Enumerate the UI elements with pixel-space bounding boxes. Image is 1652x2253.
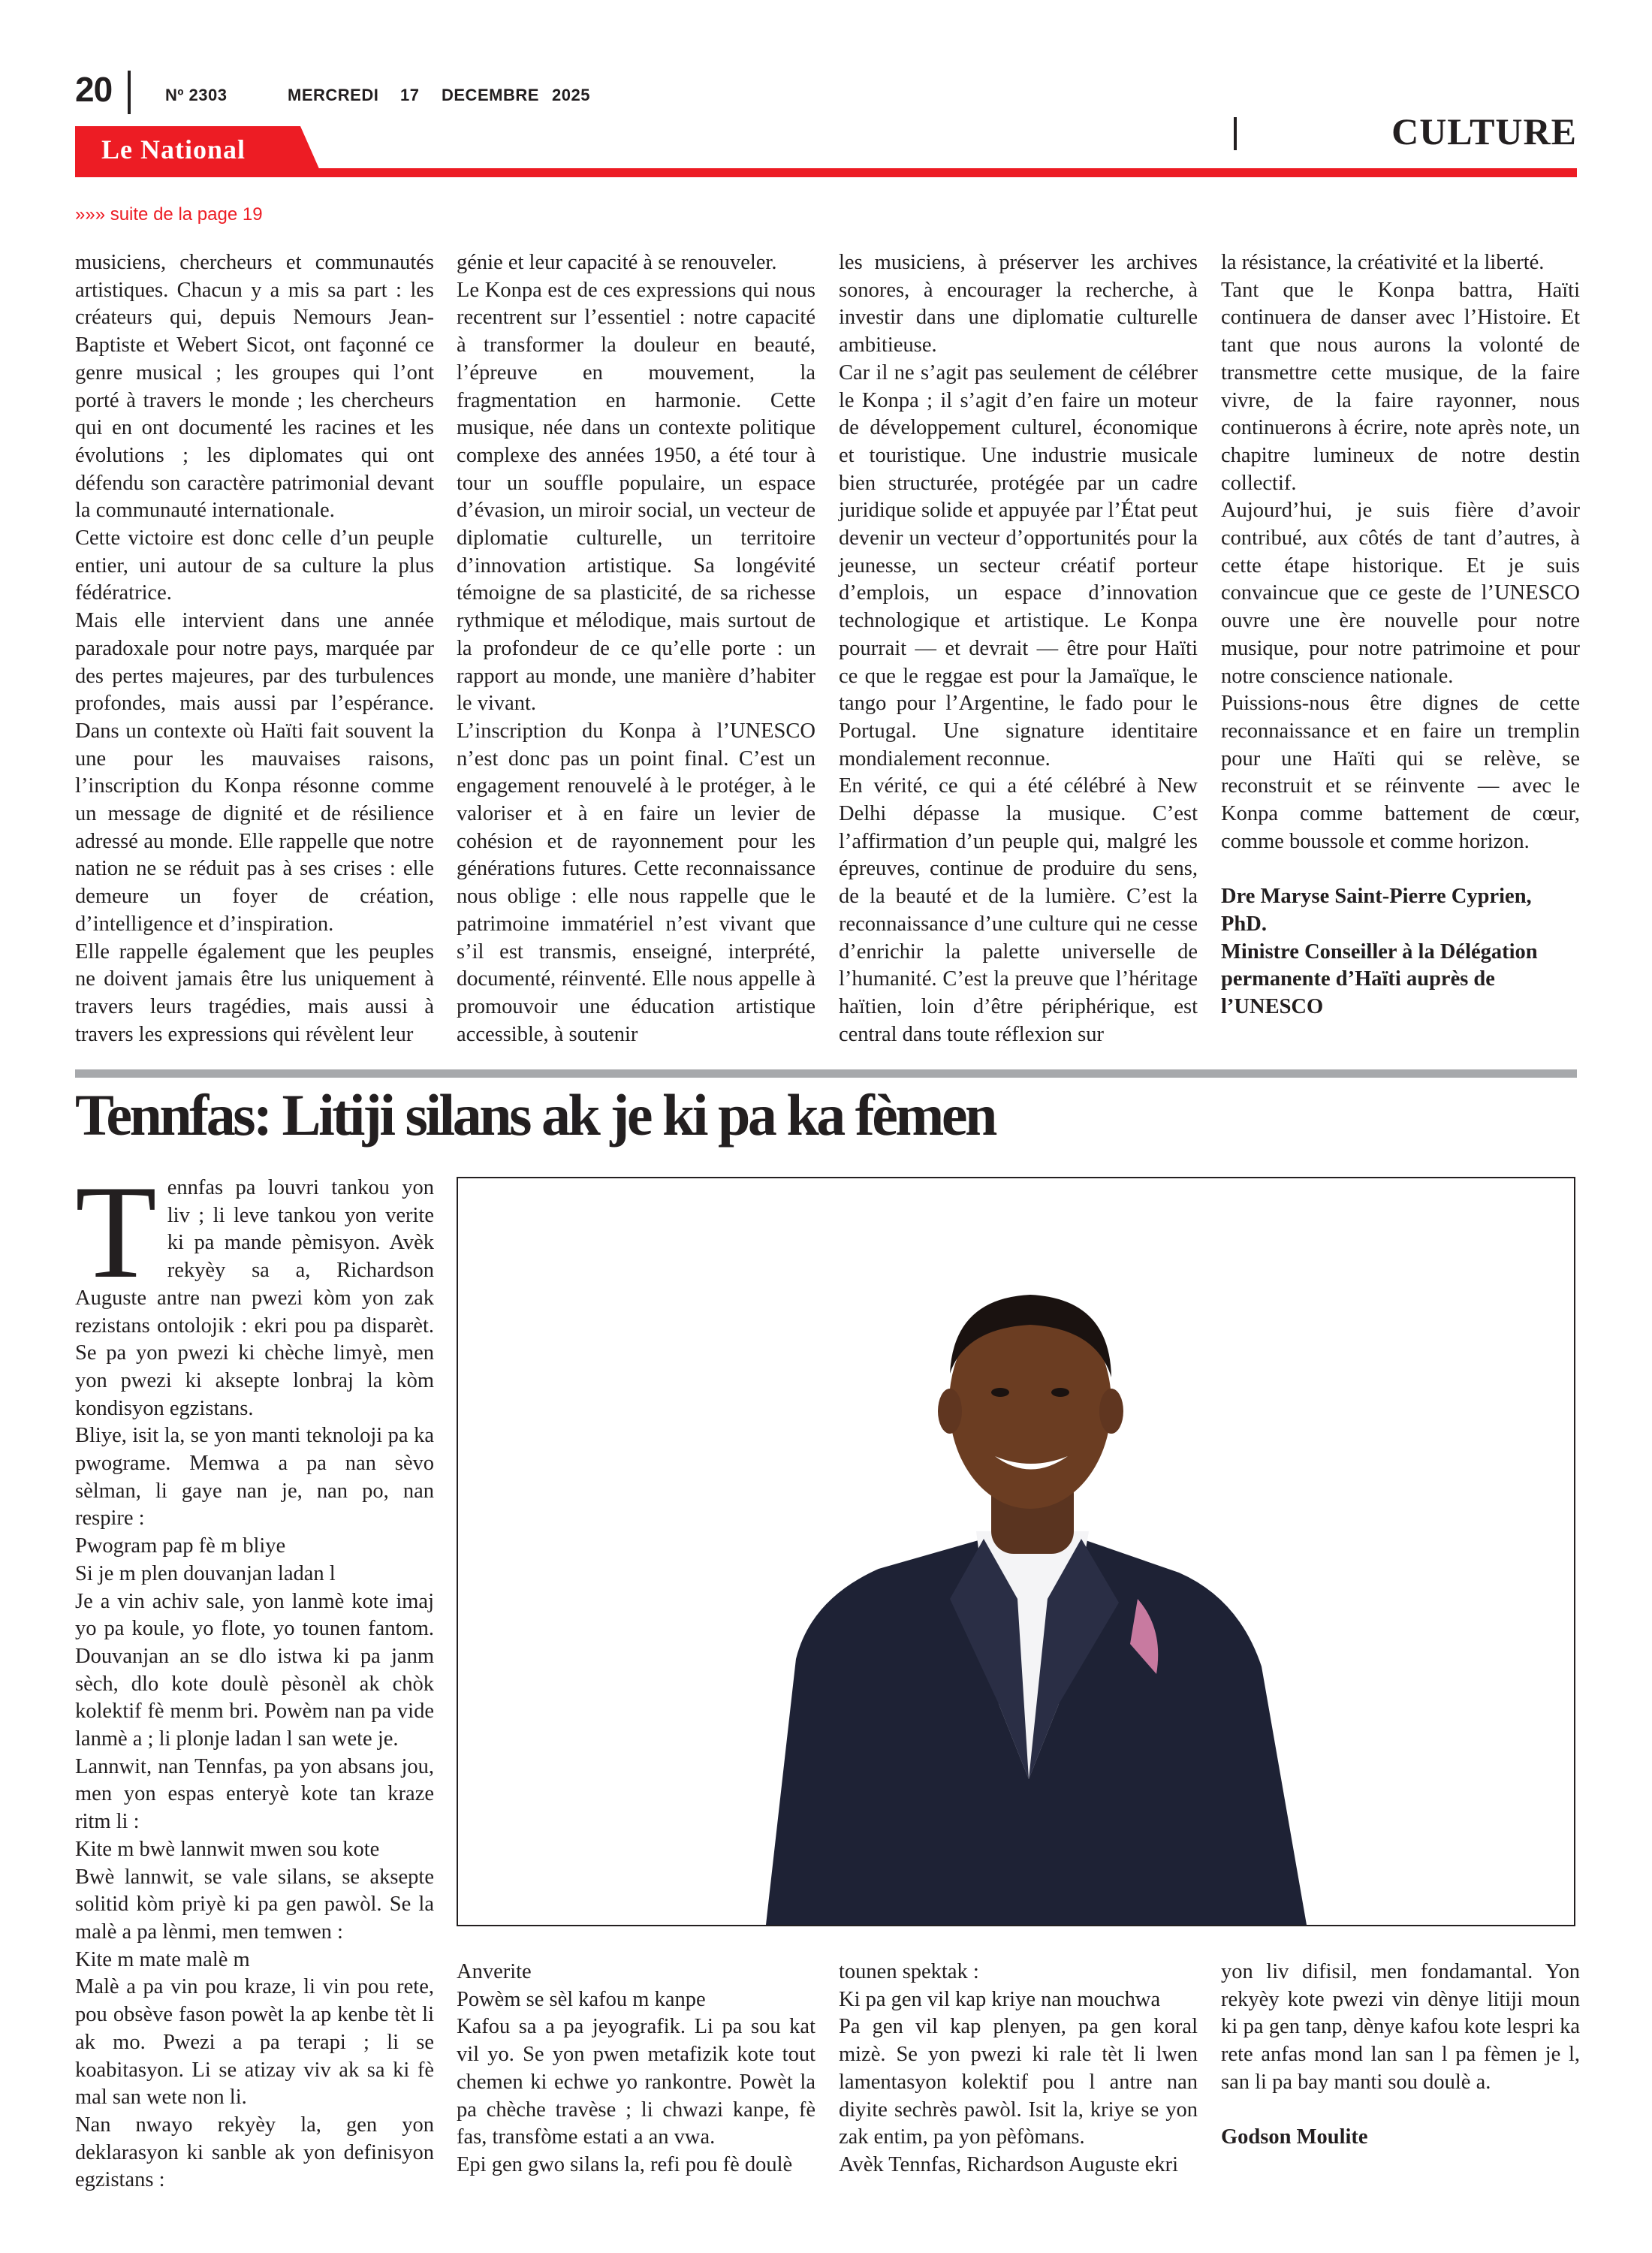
review-headline: Tennfas: Litiji silans ak je ki pa ka fèmen: [75, 1082, 995, 1148]
article-column-1: [75, 249, 434, 1048]
paragraph: Bliye, isit la, se yon manti teknoloji pa ka pwograme. Memwa a pa nan sèvo sèlman, li gaye nan je, nan po, nan respire :: [75, 1424, 434, 1531]
page-number: 20: [75, 70, 113, 109]
section-divider: [1234, 117, 1237, 150]
article-author-title: Ministre Conseiller à la Délégation permanente d’Haïti auprès de l’UNESCO: [1221, 940, 1538, 1018]
review-column-4-body: [1221, 1959, 1580, 2097]
paragraph: Kite m mate malè m: [75, 1947, 250, 1971]
article-column-4: [1221, 249, 1580, 1021]
paragraph: Powèm se sèl kafou m kanpe: [457, 1987, 706, 2011]
paragraph: les musiciens, à préserver les archives sonores, à encourager la recherche, à investir dans une diplomatie culturelle ambitieuse.: [839, 251, 1198, 357]
review-column-2: [457, 1959, 815, 2179]
article-author: Dre Maryse Saint-Pierre Cyprien, PhD.: [1221, 885, 1532, 936]
article-column-3: [839, 249, 1198, 1048]
paragraph: ennfas pa louvri tankou yon liv ; li leve tankou yon verite ki pa mande pèmisyon. Avèk rekyèy sa a, Richardson Auguste antre nan pwezi kòm yon zak rezistans ontolojik : ekri pou pa disparèt. Se pa yon pwezi ki chèche limyè, men yon pwezi ki aksepte lonbraj la kòm kondisyon egzistans.: [75, 1176, 434, 1420]
issue-number: Nº 2303: [165, 86, 228, 104]
paragraph: L’inscription du Konpa à l’UNESCO n’est donc pas un point final. C’est un engagement renouvelé à le protéger, à le valoriser et à en faire un levier de cohésion et de rayonnement pour les générations futures. Cette reconnaissance nous oblige : elle nous rappelle que le patrimoine immatériel n’est vivant que s’il est transmis, enseigné, interprété, documenté, réinventé. Elle nous appelle à promouvoir une éducation artistique accessible, à soutenir: [457, 719, 815, 1046]
paragraph: Pwogram pap fè m bliye: [75, 1534, 286, 1558]
paragraph: Pa gen vil kap plenyen, pa gen koral mizè. Se yon pwezi ki rale tèt li lwen lamentasyon kolektif pou l antre nan diyite sechrès pawòl. Isit la, kriye se yon zak entim, pa yon pèfòmans.: [839, 2015, 1198, 2149]
paragraph: Lannwit, nan Tennfas, pa yon absans jou, men yon espas enteryè kote tan kraze ritm li :: [75, 1754, 434, 1834]
paragraph: Malè a pa vin pou kraze, li vin pou rete, pou obsève fason powèt la ap kenbe tèt li ak mo. Pwezi a pa terapi ; li se koabitasyon. Li se atizay viv ak sa ki fè mal san wete non li.: [75, 1975, 434, 2110]
paragraph: Anverite: [457, 1960, 532, 1983]
date-year: 2025: [552, 86, 590, 104]
review-column-3: [839, 1959, 1198, 2179]
paragraph: yon liv difisil, men fondamantal. Yon rekyèy kote pwezi vin dènye litiji moun ki pa gen tanp, dènye kafou kote lespri ka rete anfas mond lan san l pa fèmen je l, san li pa bay manti sou doulè a.: [1221, 1960, 1580, 2094]
paragraph: Je a vin achiv sale, yon lanmè kote imaj yo pa koule, yo flote, yo tounen fantom. Douvanjan an se dlo istwa ki pa janm sèch, dlo kote doulè pèsonèl ak chòk kolektif fè menm bri. Powèm nan pa vide lanmè a ; li plonje ladan l san wete je.: [75, 1589, 434, 1751]
drop-cap: T: [75, 1157, 157, 1306]
paragraph: Kafou sa a pa jeyografik. Li pa sou kat vil yo. Se yon pwen metafizik kote tout chemen ki echwe yo rankontre. Powèt la pa chèche travèse ; li chwazi kanpe, fè fas, transfòme estati a an vwa.: [457, 2015, 815, 2149]
paragraph: Aujourd’hui, je suis fière d’avoir contribué, aux côtés de tant d’autres, à cette étape historique. Et je suis convaincue que ce geste de l’UNESCO ouvre une ère nouvelle pour notre musique, pour notre patrimoine et pour notre conscience nationale.: [1221, 499, 1580, 688]
paragraph: musiciens, chercheurs et communautés artistiques. Chacun y a mis sa part : les créateurs qui, depuis Nemours Jean-Baptiste et Webert Sicot, ont façonné ce genre musical ; les groupes qui l’ont porté à travers le monde ; les chercheurs qui en ont documenté les racines et les évolutions ; les diplomates qui ont défendu son caractère patrimonial devant la communauté internationale.: [75, 251, 434, 523]
paragraph: Car il ne s’agit pas seulement de célébrer le Konpa ; il s’agit d’en faire un moteur de développement culturel, économique et touristique. Une industrie musicale bien structurée, protégée par un cadre juridique solide et appuyée par l’État peut devenir un vecteur d’opportunités pour la jeunesse, un secteur créatif porteur d’emplois, un espace d’innovation technologique et artistique. Le Konpa pourrait — et devrait — être pour Haïti ce que le reggae est pour la Jamaïque, le tango pour l’Argentine, le fado pour le Portugal. Une signature identitaire mondialement reconnue.: [839, 360, 1198, 771]
paragraph: Puissions-nous être dignes de cette reconnaissance et en faire un tremplin pour une Haïti qui se relève, se reconstruit et se réinvente — avec le Konpa comme battement de cœur, comme boussole et comme horizon.: [1221, 692, 1580, 853]
article-column-2: [457, 249, 815, 1048]
continued-from-label: »»» suite de la page 19: [75, 204, 263, 225]
date-month: DECEMBRE: [442, 86, 539, 104]
paragraph: Cette victoire est donc celle d’un peuple entier, uni autour de sa culture la plus fédératrice.: [75, 526, 434, 605]
section-title: CULTURE: [1391, 110, 1577, 152]
portrait-illustration: [458, 1178, 1574, 1925]
review-author: Godson Moulite: [1221, 2125, 1368, 2149]
paragraph: Si je m plen douvanjan ladan l: [75, 1561, 336, 1585]
paragraph: Nan nwayo rekyèy la, gen yon deklarasyon ki sanble ak yon definisyon egzistans :: [75, 2113, 434, 2192]
paragraph: Avèk Tennfas, Richardson Auguste ekri: [839, 2152, 1179, 2176]
paragraph: la résistance, la créativité et la liberté.: [1221, 251, 1545, 274]
newspaper-logo: Le National: [101, 134, 246, 164]
paragraph: En vérité, ce qui a été célébré à New Delhi dépasse la musique. C’est l’affirmation d’un peuple qui, malgré les épreuves, continue de produire du sens, de la beauté et de la lumière. C’est la reconnaissance d’une culture qui ne cesse d’enrichir la palette universelle de l’humanité. C’est la preuve que l’héritage haïtien, loin d’être périphérique, est central dans toute réflexion sur: [839, 774, 1198, 1046]
paragraph: Le Konpa est de ces expressions qui nous recentrent sur l’essentiel : notre capacité à transformer la douleur en beauté, l’épreuve en mouvement, la fragmentation en harmonie. Cette musique, née dans un contexte politique complexe des années 1950, a été tour à tour un souffle populaire, un espace d’évasion, un miroir social, un vecteur de diplomatie culturelle, un territoire d’innovation artistique. Sa longévité témoigne de sa plasticité, de sa richesse rythmique et mélodique, mais surtout de la profondeur de ce qu’elle porte : un rapport au monde, une manière d’habiter le vivant.: [457, 278, 815, 716]
paragraph: Tant que le Konpa battra, Haïti continuera de danser avec l’Histoire. Et tant que nous aurons la volonté de transmettre cette musique, de la faire vivre, de la faire rayonner, nous continuerons à écrire, note après note, un chapitre lumineux de notre destin collectif.: [1221, 278, 1580, 495]
date-day: 17: [400, 86, 420, 104]
header-red-rule: [75, 168, 1577, 177]
paragraph: Mais elle intervient dans une année paradoxale pour notre pays, marquée par des pertes majeures, par des turbulences profondes, mais aussi par l’espérance. Dans un contexte où Haïti fait souvent la une pour les mauvaises raisons, l’inscription du Konpa résonne comme un message de dignité et de résilience adressé au monde. Elle rappelle que notre nation ne se réduit pas à ses crises : elle demeure un foyer de création, d’intelligence et d’inspiration.: [75, 609, 434, 936]
paragraph: tounen spektak :: [839, 1960, 979, 1983]
paragraph: Elle rappelle également que les peuples ne doivent jamais être lus uniquement à travers leurs tragédies, mais aussi à travers les expressions qui révèlent leur: [75, 940, 434, 1046]
review-column-1-body: [75, 1157, 434, 2194]
article-column-4-body: [1221, 249, 1580, 855]
review-column-1: [75, 1157, 434, 2194]
author-photo: [457, 1177, 1575, 1926]
section-separator: [75, 1069, 1577, 1078]
paragraph: Kite m bwè lannwit mwen sou kote: [75, 1837, 380, 1861]
paragraph: Epi gen gwo silans la, refi pou fè doulè: [457, 2152, 793, 2176]
review-column-4: [1221, 1959, 1580, 2152]
paragraph: génie et leur capacité à se renouveler.: [457, 251, 777, 274]
header-divider: [128, 71, 131, 114]
paragraph: Bwè lannwit, se vale silans, se aksepte solitid kòm priyè ki pa gen pawòl. Se la malè a pa lènmi, men temwen :: [75, 1865, 434, 1944]
paragraph: Ki pa gen vil kap kriye nan mouchwa: [839, 1987, 1161, 2011]
date-weekday: MERCREDI: [288, 86, 379, 104]
